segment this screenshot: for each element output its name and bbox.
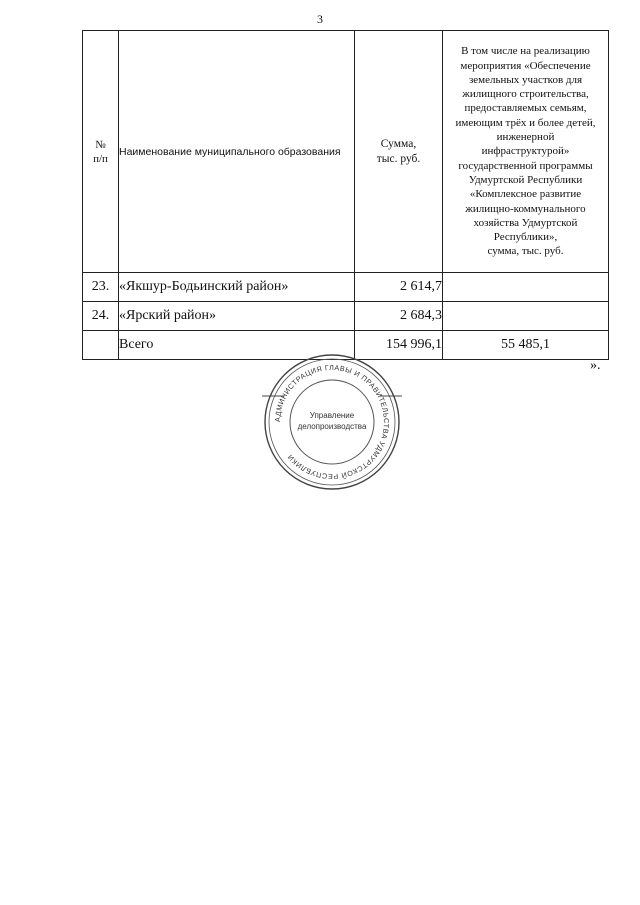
stamp-ring-text: АДМИНИСТРАЦИЯ ГЛАВЫ И ПРАВИТЕЛЬСТВА УДМУРТСКОЙ РЕСПУБЛИКИ — [272, 362, 392, 482]
row-number: 23. — [83, 273, 119, 302]
header-number-line: № — [95, 138, 106, 151]
row-sum: 2 684,3 — [355, 302, 443, 331]
header-including-line: мероприятия «Обеспечение — [460, 59, 591, 72]
distribution-table — [82, 30, 609, 360]
table-row — [83, 302, 609, 331]
header-name: Наименование муниципального образования — [119, 31, 355, 273]
row-name: «Ярский район» — [119, 302, 355, 331]
header-including-line: земельных участков для — [468, 73, 583, 86]
row-sum: 2 614,7 — [355, 273, 443, 302]
row-including — [443, 273, 609, 302]
row-name: Всего — [119, 331, 355, 360]
row-including — [443, 302, 609, 331]
row-number — [83, 331, 119, 360]
header-including-line: имеющим трёх и более детей, — [455, 116, 596, 129]
header-including-line: Республики», — [493, 231, 558, 244]
row-number: 24. — [83, 302, 119, 331]
header-including-line: предоставляемых семьям, — [464, 102, 587, 115]
header-including-line: жилищно-коммунального — [465, 202, 586, 215]
header-sum-line: тыс. руб. — [376, 152, 421, 165]
header-including-line: государственной программы — [458, 159, 593, 172]
header-including-line: жилищного строительства, — [462, 88, 589, 101]
header-including-line: хозяйства Удмуртской — [473, 216, 578, 229]
table-row — [83, 273, 609, 302]
header-sum-line: Сумма, — [380, 137, 417, 150]
header-including — [443, 31, 609, 273]
page-number: 3 — [317, 12, 323, 26]
stamp-center-line1: Управление — [309, 411, 355, 420]
header-sum — [355, 31, 443, 273]
row-name: «Якшур-Бодьинский район» — [119, 273, 355, 302]
header-including-line: «Комплексное развитие — [469, 188, 582, 201]
header-number — [83, 31, 119, 273]
header-including-line: инфраструктурой» — [481, 145, 570, 158]
table-header-row — [83, 31, 609, 273]
stamp-center-line2: делопроизводства — [297, 422, 367, 431]
row-including: 55 485,1 — [443, 331, 609, 360]
closing-quote: ». — [590, 358, 601, 373]
header-including-line: Удмуртской Республики — [468, 173, 583, 186]
official-stamp — [262, 352, 402, 492]
header-number-line: п/п — [93, 152, 108, 165]
row-sum: 154 996,1 — [355, 331, 443, 360]
header-including-line: инженерной — [496, 131, 555, 144]
header-including-line: В том числе на реализацию — [461, 45, 590, 58]
header-including-line: сумма, тыс. руб. — [487, 245, 564, 258]
